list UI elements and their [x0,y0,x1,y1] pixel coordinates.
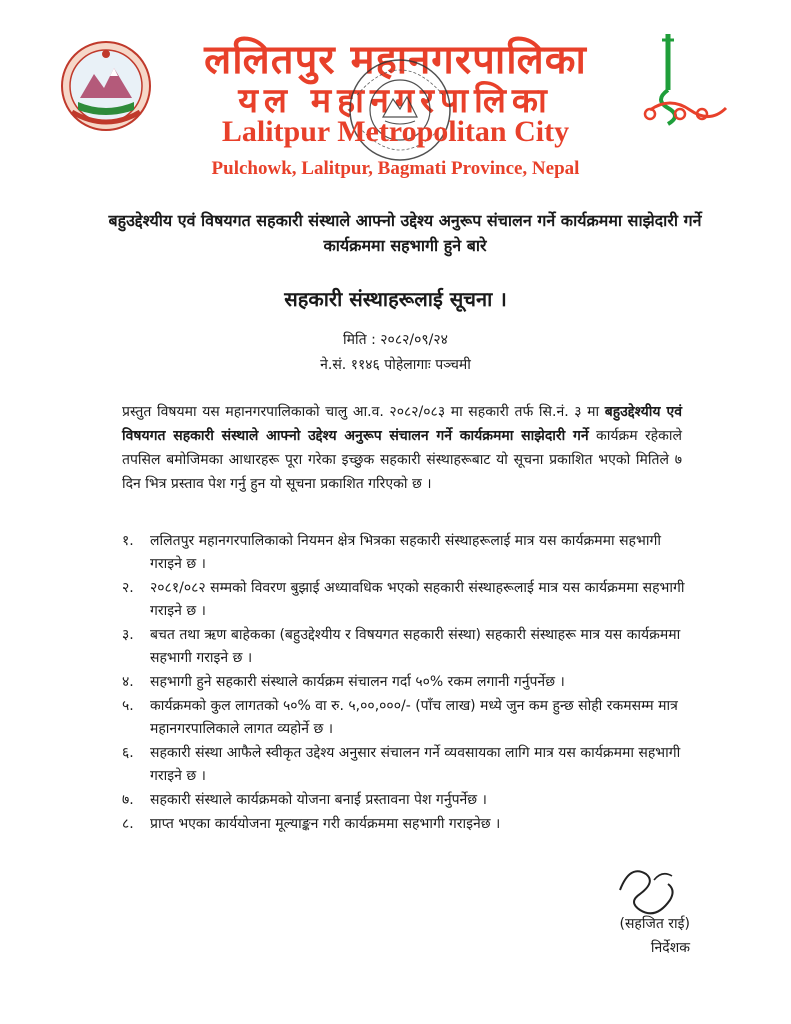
notice-subject: बहुउद्देश्यीय एवं विषयगत सहकारी संस्थाले आफ्नो उद्देश्य अनुरूप संचालन गर्ने कार्यक्रममा साझेदारी गर्ने कार्यक्रममा सहभागी हुने बारे [108,211,702,255]
list-item [122,789,692,812]
list-item-number: ५. [122,698,134,714]
list-item-text: कार्यक्रमको कुल लागतको ५०% वा रु. ५,००,०००/- (पाँच लाख) मध्ये जुन कम हुन्छ सोही रकमसम्म मात्र महानगरपालिकाले लागत व्यहोर्ने छ । [150,698,678,737]
list-item [122,742,692,788]
list-item-text: सहकारी संस्थाले कार्यक्रमको योजना बनाई प्रस्तावना पेश गर्नुपर्नेछ । [150,792,487,808]
intro-text-bold: बहुउद्देश्यीय एवं विषयगत सहकारी संस्थाले आफ्नो उद्देश्य अनुरूप संचालन गर्ने कार्यक्रममा साझेदारी गर्ने [122,404,682,444]
list-item-text: सहकारी संस्था आफैले स्वीकृत उद्देश्य अनुसार संचालन गर्ने व्यवसायका लागि मात्र यस कार्यक्रममा सहभागी गराइने छ । [150,745,681,784]
list-item [122,530,692,576]
org-name-english: Lalitpur Metropolitan City [221,115,570,148]
list-item-text: २०८१/०८२ सम्मको विवरण बुझाई अध्यावधिक भएको सहकारी संस्थाहरूलाई मात्र यस कार्यक्रममा सहभागी गराइने छ । [150,580,685,619]
list-item [122,695,692,741]
list-item-text: बचत तथा ऋण बाहेकका (बहुउद्देश्यीय र विषयगत सहकारी संस्था) सहकारी संस्थाहरू मात्र यस कार्यक्रममा सहभागी गराइने छ । [150,627,681,666]
list-item-number: ३. [122,627,134,643]
intro-paragraph [122,400,682,496]
org-name-newari: यल महानगरपालिका [238,81,553,121]
list-item-text: प्राप्त भएका कार्ययोजना मूल्याङ्कन गरी कार्यक्रममा सहभागी गराइनेछ । [150,816,501,832]
org-name-nepali: ललितपुर महानगरपालिका [204,37,587,83]
date-block [0,328,791,378]
notice-title: सहकारी संस्थाहरूलाई सूचना । [284,287,507,311]
list-item [122,813,692,836]
list-item-number: ७. [122,792,134,808]
list-item [122,671,692,694]
intro-text-part1: प्रस्तुत विषयमा यस महानगरपालिकाको चालु आ.व. २०८२/०८३ मा सहकारी तर्फ सि.नं. ३ मा [122,404,605,420]
list-item-text: ललितपुर महानगरपालिकाको नियमन क्षेत्र भित्रका सहकारी संस्थाहरूलाई मात्र यस कार्यक्रममा सहभागी गराइने छ । [150,533,661,572]
list-item-number: ४. [122,674,134,690]
list-item-number: ६. [122,745,134,761]
list-item-number: १. [122,533,134,549]
nepal-sambat-line: ने.सं. ११४६ पोहेलागाः पञ्चमी [320,357,471,373]
signatory-name: (सहजित राई) [619,916,690,932]
date-line: मिति : २०८२/०९/२४ [343,332,448,348]
conditions-list [122,530,692,837]
list-item-text: सहभागी हुने सहकारी संस्थाले कार्यक्रम संचालन गर्दा ५०% रकम लगानी गर्नुपर्नेछ । [150,674,565,690]
signatory-designation: निर्देशक [650,940,690,956]
org-address: Pulchowk, Lalitpur, Bagmati Province, Nepal [211,158,580,179]
signatory-block [560,912,690,960]
intro-text-part2: कार्यक्रम रहेकाले तपसिल बमोजिमका आधारहरू पूरा गरेका इच्छुक सहकारी संस्थाहरूबाट यो सूचना प्रकाशित भएको मितिले ७ दिन भित्र प्रस्ताव पेश गर्नु हुन यो सूचना प्रकाशित गरिएको छ । [122,428,682,492]
list-item-number: ८. [122,816,134,832]
list-item [122,577,692,623]
list-item-number: २. [122,580,134,596]
list-item [122,624,692,670]
